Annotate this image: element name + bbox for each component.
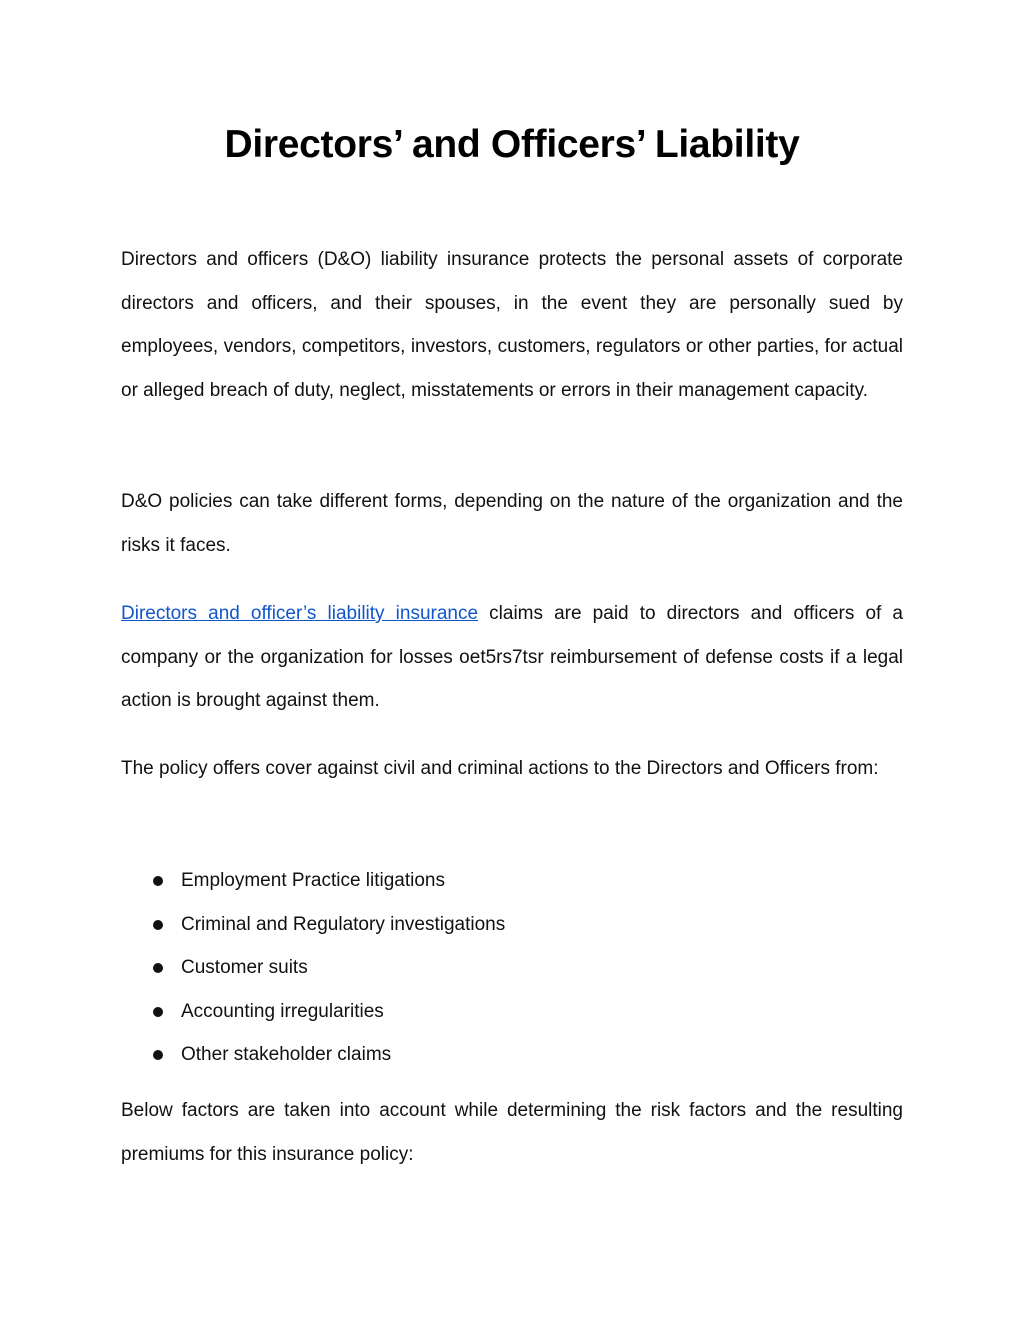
bullet-icon [153, 963, 163, 973]
paragraph-claims-text: claims are paid to directors and officers of a company or the organization for losses oet5rs7tsr reimbursement of defense costs if a legal action is brought against them. [121, 603, 903, 711]
paragraph-policy-forms: D&O policies can take different forms, depending on the nature of the organization and the risks it faces. [121, 491, 903, 556]
list-item [121, 1033, 505, 1077]
list-item-text: Other stakeholder claims [181, 1044, 392, 1065]
list-item [121, 859, 505, 903]
list-item-text: Employment Practice litigations [181, 870, 445, 891]
bullet-icon [153, 876, 163, 886]
bullet-icon [153, 920, 163, 930]
cover-list [121, 859, 505, 1077]
paragraph-cover: The policy offers cover against civil and criminal actions to the Directors and Officers from: [121, 758, 879, 779]
document-title: Directors’ and Officers’ Liability [224, 123, 800, 166]
insurance-link[interactable]: Directors and officer’s liability insurance [121, 603, 479, 624]
list-item [121, 903, 505, 947]
list-item-text: Customer suits [181, 957, 308, 978]
list-item-text: Criminal and Regulatory investigations [181, 913, 506, 935]
list-item-text: Accounting irregularities [181, 1000, 384, 1022]
paragraph-intro: Directors and officers (D&O) liability insurance protects the personal assets of corporate directors and officers, and their spouses, in the event they are personally sued by employees, vendors, competitors, investors, customers, regulators or other parties, for actual or alleged breach of duty, neglect, misstatements or errors in their management capacity. [121, 249, 903, 401]
paragraph-claims [121, 592, 903, 723]
paragraph-risk-factors: Below factors are taken into account while determining the risk factors and the resulting premiums for this insurance policy: [121, 1100, 903, 1165]
bullet-icon [153, 1050, 163, 1060]
list-item [121, 946, 505, 990]
list-item [121, 990, 505, 1034]
bullet-icon [153, 1007, 163, 1017]
